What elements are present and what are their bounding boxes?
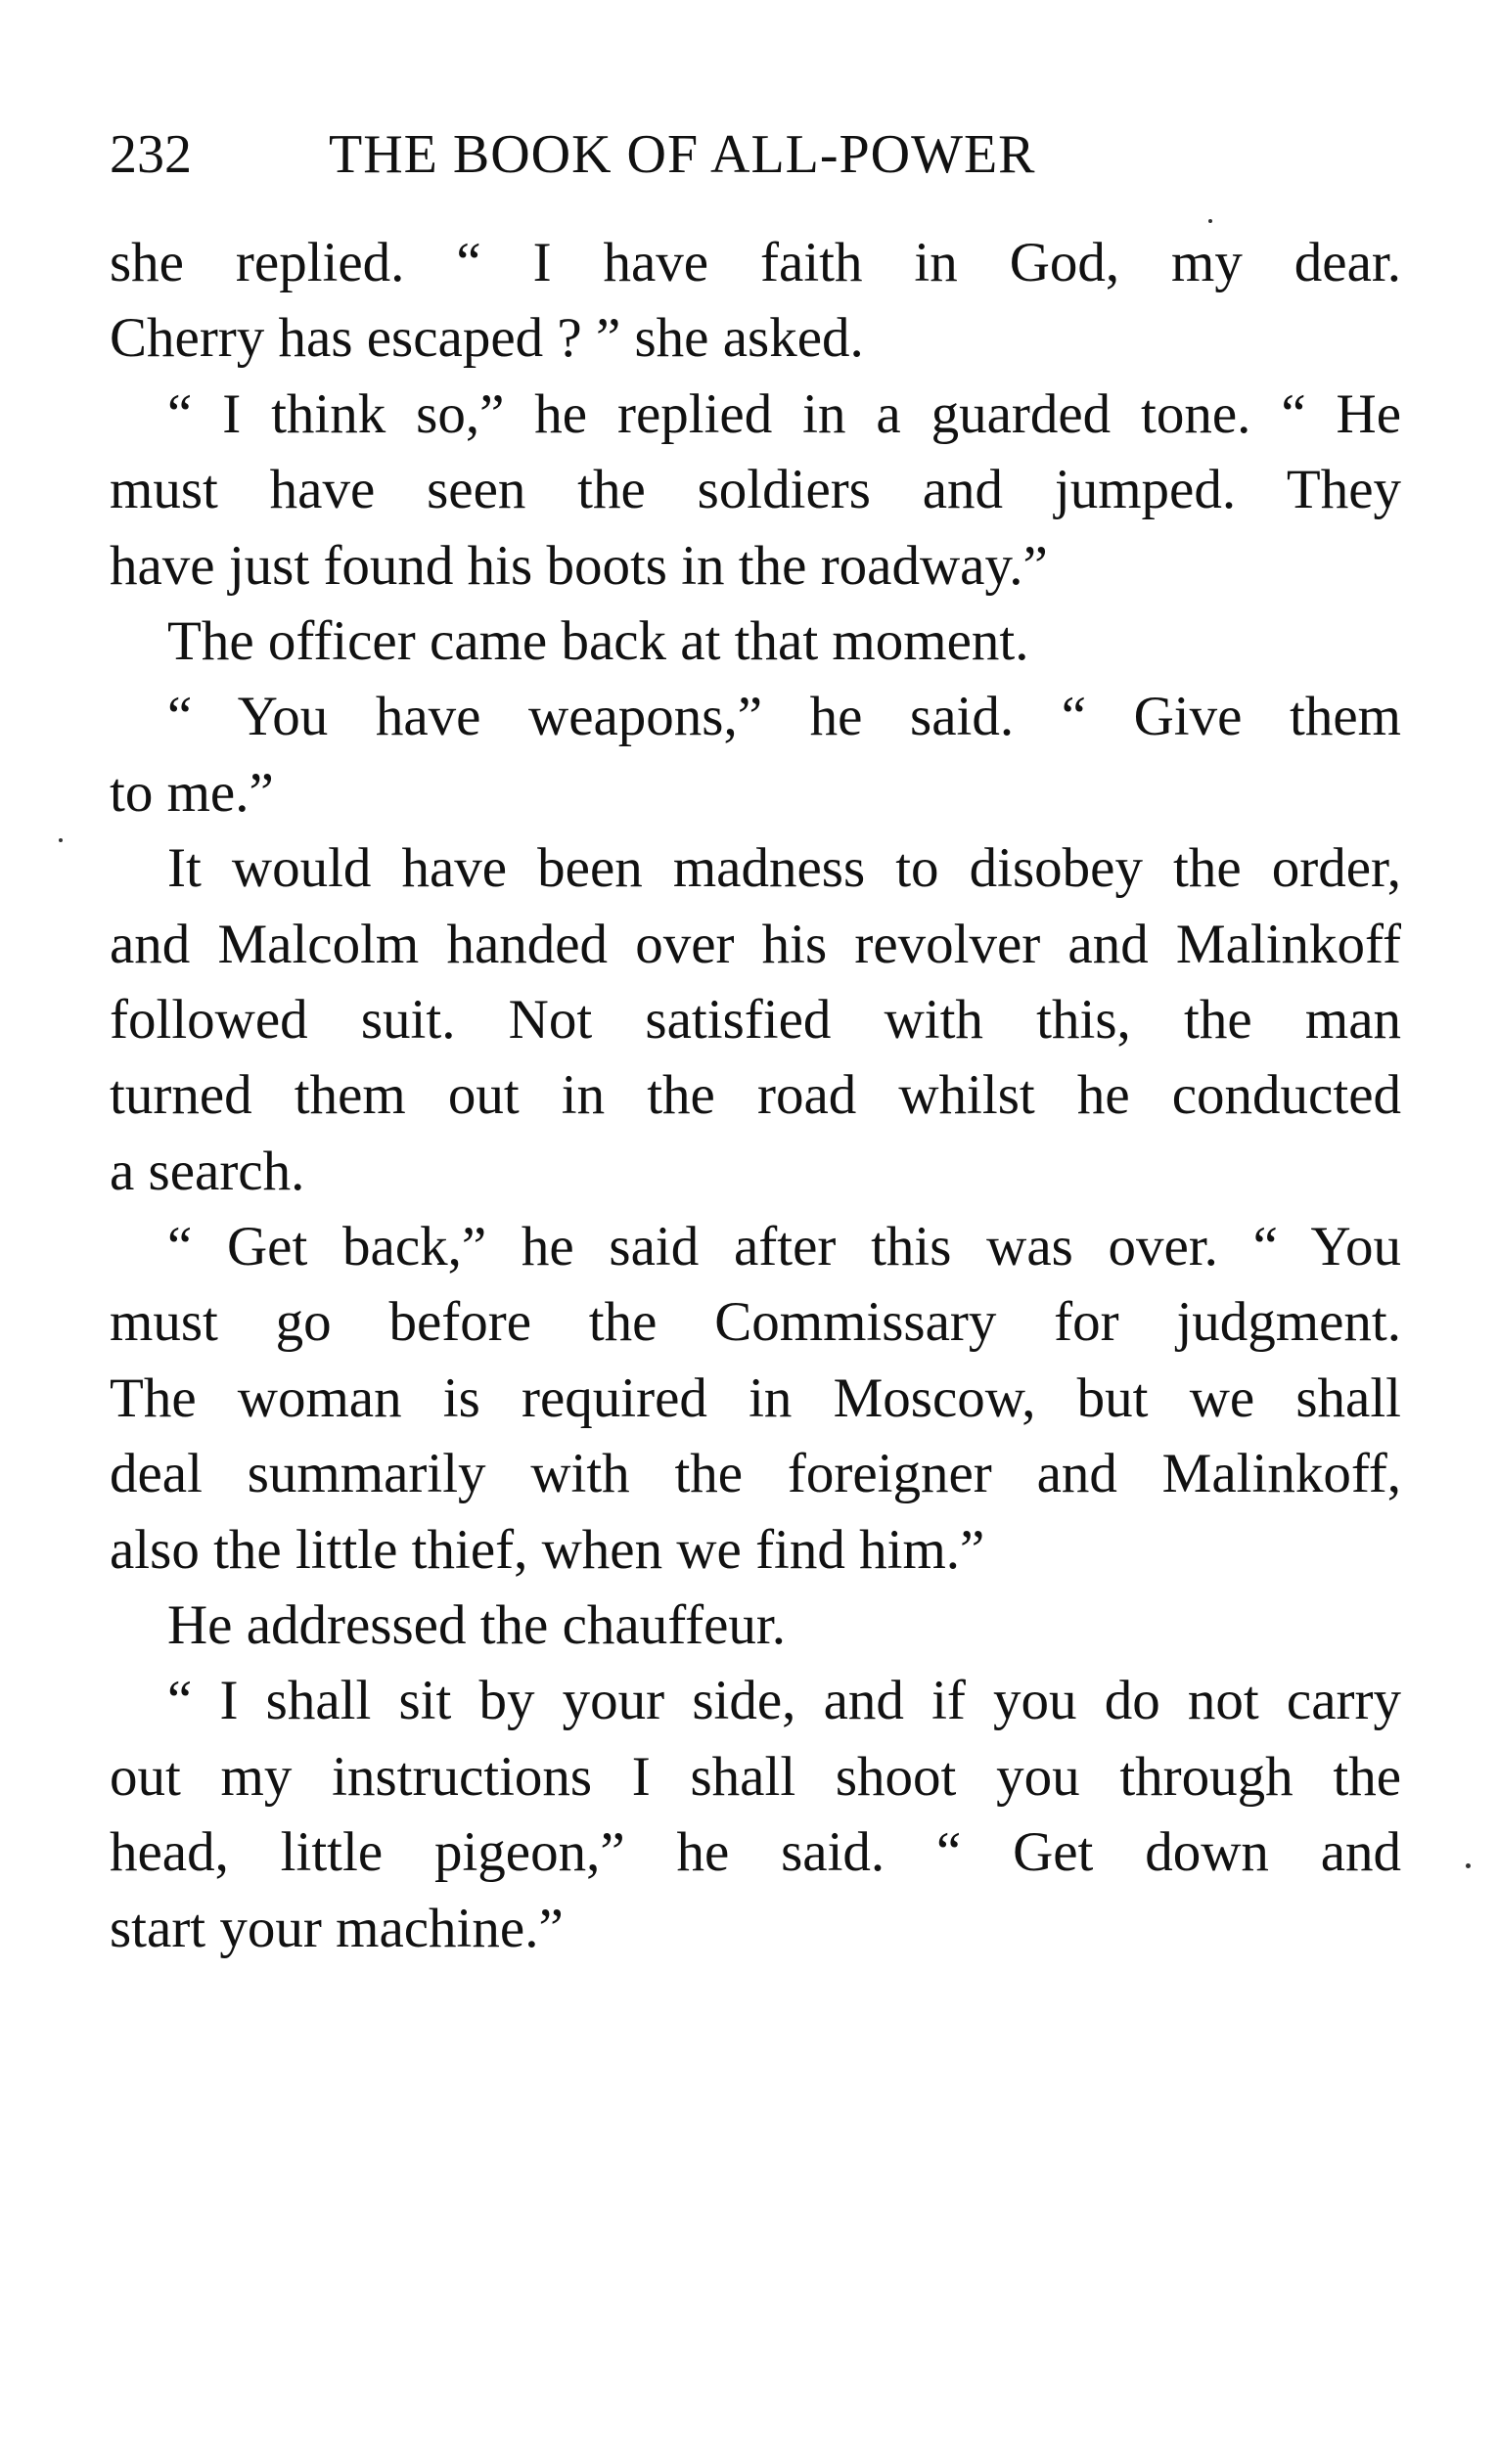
text-line: Cherry has escaped ? ” she asked. [110,307,864,370]
running-title: THE BOOK OF ALL-POWER [329,124,1036,185]
text-line: It would have been madness to disobey the order, [167,837,1401,900]
text-line: start your machine.” [110,1897,564,1959]
text-line: The woman is required in Moscow, but we shall [110,1366,1401,1429]
text-line: He addressed the chauffeur. [167,1594,787,1657]
page-header [110,115,1401,194]
text-line: and Malcolm handed over his revolver and Malinkoff [110,913,1401,975]
print-speck [1208,219,1212,223]
text-line: she replied. “ I have faith in God, my dear. [110,232,1401,293]
print-speck [59,838,63,842]
text-line: also the little thief, when we find him.” [110,1518,985,1581]
text-line: must go before the Commissary for judgment. [110,1291,1401,1354]
text-line: turned them out in the road whilst he conducted [110,1064,1401,1127]
text-line: deal summarily with the foreigner and Malinkoff, [110,1443,1401,1505]
text-line: “ I think so,” he replied in a guarded tone. “ He [167,382,1401,445]
text-line: to me.” [110,761,274,824]
text-line: “ I shall sit by your side, and if you do not carry [167,1670,1401,1732]
text-line: “ You have weapons,” he said. “ Give them [167,686,1401,748]
text-line: followed suit. Not satisfied with this, the man [110,988,1401,1051]
print-speck [1466,1863,1471,1868]
text-line: must have seen the soldiers and jumped. They [110,459,1401,521]
text-line: “ Get back,” he said after this was over. “ You [167,1216,1401,1278]
text-line: have just found his boots in the roadway.” [110,534,1048,597]
text-line: out my instructions I shall shoot you through the [110,1745,1401,1808]
body-text [110,225,1401,1966]
text-line: The officer came back at that moment. [167,609,1029,672]
text-line: head, little pigeon,” he said. “ Get down and [110,1821,1401,1884]
page-number: 232 [110,124,192,185]
text-line: a search. [110,1140,305,1202]
